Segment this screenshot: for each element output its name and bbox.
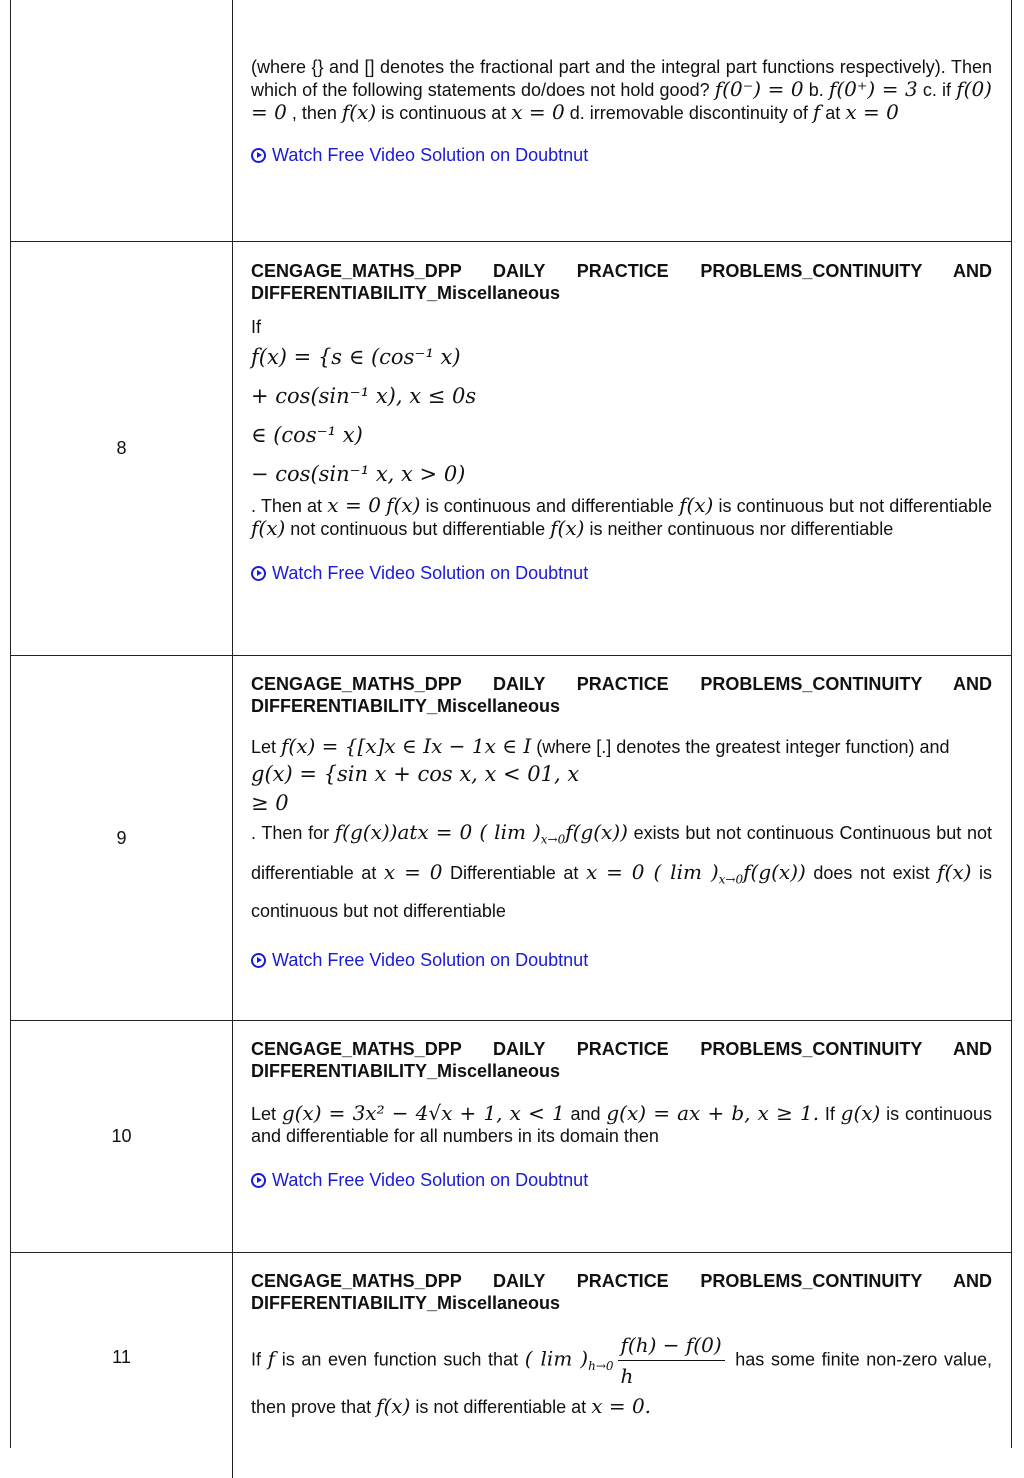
question-text	[251, 1330, 992, 1422]
question-source-heading: CENGAGE_MATHS_DPP DAILY PRACTICE PROBLEMS_CONTINUITY AND DIFFERENTIABILITY_Miscellaneous	[251, 261, 992, 303]
question-text-segment: is continuous at	[376, 103, 512, 123]
watch-video-label: Watch Free Video Solution on Doubtnut	[272, 950, 589, 971]
math-expression: f(x)	[386, 493, 421, 517]
question-text	[251, 735, 992, 758]
math-line: ≥ 0	[251, 791, 289, 815]
play-circle-icon	[251, 566, 266, 581]
question-number: 10	[111, 1126, 132, 1146]
question-text-segment: If	[819, 1104, 841, 1124]
question-text-segment: (where [.] denotes the greatest integer function) and	[531, 737, 950, 757]
question-body	[251, 56, 992, 166]
math-expression: g(x) = 3x² − 4√x + 1, x < 1	[281, 1101, 565, 1125]
question-text-segment: and	[564, 1104, 607, 1124]
math-expression: f(x)	[341, 100, 377, 124]
math-expression: f	[812, 100, 821, 124]
math-expression: f(x)	[376, 1394, 411, 1418]
math-expression: ( lim )	[524, 1346, 589, 1371]
question-text-segment: If	[251, 1349, 268, 1370]
math-expression: x = 0	[511, 100, 565, 124]
question-row	[11, 656, 1011, 1021]
math-expression: x = 0.	[591, 1394, 652, 1418]
watch-video-link[interactable]	[251, 1169, 992, 1191]
question-body	[251, 260, 992, 584]
question-text-segment: is continuous and differentiable	[420, 496, 680, 516]
question-text-segment: b.	[803, 80, 829, 100]
question-text-segment: is an even function such that	[275, 1349, 525, 1370]
math-expression: g(x)	[840, 1101, 881, 1125]
question-text-segment: , then	[286, 103, 342, 123]
math-line: ∈ (cos⁻¹ x)	[251, 423, 363, 447]
math-expression: f(0⁻) = 0	[714, 77, 804, 101]
question-number-cell	[11, 656, 233, 1020]
question-number-cell	[11, 1021, 233, 1252]
play-circle-icon	[251, 953, 266, 968]
question-text-segment: . Then at	[251, 496, 328, 516]
math-line: f(x) = {s ∈ (cos⁻¹ x)	[251, 345, 461, 369]
question-text-segment: Let	[251, 1104, 282, 1124]
math-expression: f(g(x))	[565, 820, 628, 844]
question-text-segment: d. irremovable discontinuity of	[564, 103, 813, 123]
question-text-segment: is not differentiable at	[410, 1397, 592, 1417]
question-text	[251, 494, 992, 540]
fraction-numerator: f(h) − f(0)	[618, 1330, 725, 1361]
question-row	[11, 1021, 1011, 1253]
limit-subscript: x→0	[540, 832, 566, 847]
question-text-segment: (where {} and [] denotes the fractional part and the integral part functions respectively). Then which of the following statements do/does not hold good?	[251, 57, 992, 100]
question-text	[251, 1102, 992, 1147]
math-expression: f(g(x))	[743, 859, 806, 884]
question-number-cell	[11, 1253, 233, 1478]
question-text	[251, 816, 992, 927]
question-text-segment: is continuous but not differentiable	[251, 862, 992, 922]
question-text-segment: c. if	[917, 80, 957, 100]
question-number-cell	[11, 0, 233, 241]
question-source-heading: CENGAGE_MATHS_DPP DAILY PRACTICE PROBLEMS_CONTINUITY AND DIFFERENTIABILITY_Miscellaneous	[251, 1271, 992, 1313]
fraction-denominator: h	[620, 1364, 634, 1388]
math-expression: f	[267, 1346, 276, 1371]
limit-subscript: h→0	[588, 1358, 614, 1373]
watch-video-link[interactable]	[251, 144, 992, 166]
watch-video-label: Watch Free Video Solution on Doubtnut	[272, 1170, 589, 1190]
question-number: 9	[116, 827, 127, 848]
math-expression: f(x)	[679, 493, 714, 517]
math-expression: x = 0	[845, 100, 899, 124]
play-circle-icon	[251, 148, 266, 163]
math-expression: g(x) = ax + b, x ≥ 1.	[606, 1101, 820, 1125]
question-text-segment: Let	[251, 737, 282, 757]
math-expression: x = 0	[327, 493, 381, 517]
math-line: − cos(sin⁻¹ x, x > 0)	[251, 462, 466, 486]
math-expression: f(x)	[251, 516, 286, 540]
question-text-segment: is continuous but not differentiable	[713, 496, 992, 516]
question-text-segment: does not exist	[805, 862, 938, 883]
math-expression: x = 0	[383, 859, 443, 884]
question-text-segment: at	[820, 103, 846, 123]
difference-quotient-fraction	[618, 1330, 725, 1391]
math-expression: f(g(x))atx = 0 ( lim )	[334, 820, 541, 844]
math-expression: x = 0 ( lim )	[585, 859, 719, 884]
question-number: 11	[112, 1347, 131, 1367]
math-line: + cos(sin⁻¹ x), x ≤ 0s	[251, 384, 477, 408]
question-text-segment: is continuous and differentiable for all numbers in its domain then	[251, 1104, 993, 1146]
question-text	[251, 56, 992, 124]
question-body	[251, 1038, 992, 1191]
questions-table	[10, 0, 1012, 1448]
question-number: 8	[116, 438, 127, 458]
question-source-heading: CENGAGE_MATHS_DPP DAILY PRACTICE PROBLEMS_CONTINUITY AND DIFFERENTIABILITY_Miscellaneous	[251, 1039, 992, 1081]
question-body	[251, 673, 992, 971]
question-text-segment: exists but not continuous Continuous but not differentiable at	[251, 823, 992, 883]
math-expression: f(x)	[550, 516, 585, 540]
question-row	[11, 0, 1011, 242]
question-text-segment: Differentiable at	[442, 862, 586, 883]
question-row	[11, 242, 1011, 656]
watch-video-label: Watch Free Video Solution on Doubtnut	[272, 145, 589, 165]
question-body	[251, 1270, 992, 1422]
math-expression: f(0) = 0	[251, 77, 992, 124]
question-number-cell	[11, 242, 233, 655]
watch-video-link[interactable]	[251, 562, 992, 584]
question-source-heading: CENGAGE_MATHS_DPP DAILY PRACTICE PROBLEMS_CONTINUITY AND DIFFERENTIABILITY_Miscellaneous	[251, 674, 992, 716]
play-circle-icon	[251, 1173, 266, 1188]
question-text-segment: . Then for	[251, 823, 335, 843]
watch-video-label: Watch Free Video Solution on Doubtnut	[272, 563, 589, 583]
math-line: g(x) = {sin x + cos x, x < 01, x	[251, 762, 580, 786]
math-expression: f(x) = {[x]x ∈ Ix − 1x ∈ I	[281, 734, 532, 758]
question-intro: If	[251, 317, 262, 337]
question-text-segment: has some finite non-zero value, then prove that	[251, 1349, 992, 1417]
question-text-segment: not continuous but differentiable	[285, 519, 551, 539]
question-text-segment: is neither continuous nor differentiable	[584, 519, 894, 539]
math-expression: f(0⁺) = 3	[828, 77, 918, 101]
limit-subscript: x→0	[718, 872, 744, 887]
question-row	[11, 1253, 1011, 1448]
math-expression: f(x)	[937, 859, 972, 884]
watch-video-link[interactable]	[251, 949, 992, 971]
